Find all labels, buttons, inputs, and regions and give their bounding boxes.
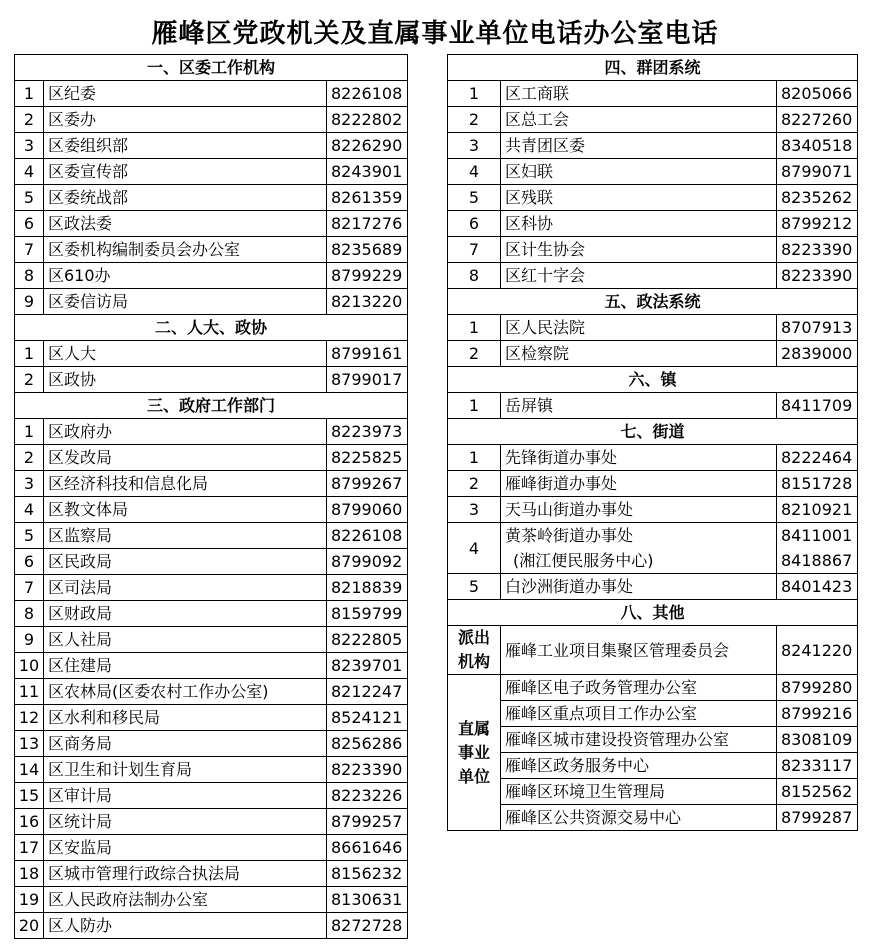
table-row: [15, 809, 408, 835]
table-row: [448, 548, 858, 574]
table-row: [448, 185, 858, 211]
phone-number: 8223390: [327, 757, 408, 783]
office-name: 区委办: [44, 107, 327, 133]
phone-number: 8243901: [327, 159, 408, 185]
table-row: [15, 523, 408, 549]
row-number: 2: [15, 445, 44, 471]
phone-number: 8308109: [777, 727, 858, 753]
table-row: [15, 627, 408, 653]
section-heading: 六、镇: [448, 367, 858, 393]
section-heading: 五、政法系统: [448, 289, 858, 315]
phone-number: 8233117: [777, 753, 858, 779]
office-name: 区计生协会: [501, 237, 777, 263]
phone-number: 8223390: [777, 263, 858, 289]
office-name: 共青团区委: [501, 133, 777, 159]
phone-number: 8223973: [327, 419, 408, 445]
table-row: [15, 705, 408, 731]
row-number: 2: [448, 341, 501, 367]
office-name: 先锋街道办事处: [501, 445, 777, 471]
row-number: 3: [448, 497, 501, 523]
table-row: [448, 779, 858, 805]
table-row: [15, 471, 408, 497]
row-number: 5: [15, 185, 44, 211]
row-number: 3: [15, 471, 44, 497]
phone-number: 8799060: [327, 497, 408, 523]
phone-number: 8272728: [327, 913, 408, 939]
office-name: 区教文体局: [44, 497, 327, 523]
office-name: 区工商联: [501, 81, 777, 107]
table-row: [448, 497, 858, 523]
table-row: [448, 133, 858, 159]
table-row: [15, 549, 408, 575]
office-name: 雁峰区城市建设投资管理办公室: [501, 727, 777, 753]
office-name: 区统计局: [44, 809, 327, 835]
phone-number: 8261359: [327, 185, 408, 211]
office-name: 白沙洲街道办事处: [501, 574, 777, 600]
phone-number: 8222464: [777, 445, 858, 471]
table-row: [15, 887, 408, 913]
phone-number: 8239701: [327, 653, 408, 679]
table-row: [448, 393, 858, 419]
table-row: [448, 341, 858, 367]
section-header-row: [448, 289, 858, 315]
office-name: 区人社局: [44, 627, 327, 653]
phone-number: 8235262: [777, 185, 858, 211]
table-row: [15, 367, 408, 393]
phone-number: 8241220: [777, 626, 858, 675]
phone-number: 8799092: [327, 549, 408, 575]
phone-number: 8411001: [777, 523, 858, 549]
row-number: 13: [15, 731, 44, 757]
table-row: [15, 81, 408, 107]
table-row: [15, 289, 408, 315]
phone-number: 8212247: [327, 679, 408, 705]
section-header-row: [448, 55, 858, 81]
phone-number: 8799017: [327, 367, 408, 393]
category-label-line: 单位: [457, 766, 490, 786]
phone-number: 8227260: [777, 107, 858, 133]
category-label: [448, 626, 501, 675]
office-name: 区监察局: [44, 523, 327, 549]
office-name: 区委机构编制委员会办公室: [44, 237, 327, 263]
office-name: 雁峰区重点项目工作办公室: [501, 701, 777, 727]
phone-number: 8222805: [327, 627, 408, 653]
table-row: [448, 263, 858, 289]
table-row: [15, 419, 408, 445]
table-row: [15, 497, 408, 523]
row-number: 18: [15, 861, 44, 887]
phone-number: 8661646: [327, 835, 408, 861]
office-name: 区城市管理行政综合执法局: [44, 861, 327, 887]
phone-number: 8217276: [327, 211, 408, 237]
row-number: 5: [15, 523, 44, 549]
row-number: 14: [15, 757, 44, 783]
section-heading: 八、其他: [448, 600, 858, 626]
phone-number: 8222802: [327, 107, 408, 133]
office-name: 区政法委: [44, 211, 327, 237]
office-name: 雁峰区公共资源交易中心: [501, 805, 777, 831]
section-heading: 七、街道: [448, 419, 858, 445]
row-number: 7: [15, 575, 44, 601]
section-header-row: [448, 367, 858, 393]
office-name: 区总工会: [501, 107, 777, 133]
phone-number: 8799267: [327, 471, 408, 497]
office-name: 区检察院: [501, 341, 777, 367]
row-number: 1: [15, 419, 44, 445]
office-name: 区司法局: [44, 575, 327, 601]
table-row: [15, 861, 408, 887]
row-number: 2: [448, 107, 501, 133]
table-row: [15, 835, 408, 861]
row-number: 6: [448, 211, 501, 237]
phone-number: 8411709: [777, 393, 858, 419]
phone-number: 8226108: [327, 81, 408, 107]
row-number: 19: [15, 887, 44, 913]
phone-number: 8235689: [327, 237, 408, 263]
phone-number: 8226108: [327, 523, 408, 549]
table-row: [15, 237, 408, 263]
phone-number: 8256286: [327, 731, 408, 757]
table-row: [15, 575, 408, 601]
row-number: 8: [15, 601, 44, 627]
phone-number: 8340518: [777, 133, 858, 159]
phone-number: 8799071: [777, 159, 858, 185]
row-number: 1: [15, 341, 44, 367]
table-row: [15, 445, 408, 471]
row-number: 10: [15, 653, 44, 679]
section-header-row: [15, 393, 408, 419]
phone-number: 8225825: [327, 445, 408, 471]
office-name: 区科协: [501, 211, 777, 237]
table-row: [448, 445, 858, 471]
phone-number: 8707913: [777, 315, 858, 341]
office-name: 区委统战部: [44, 185, 327, 211]
office-name: 区委组织部: [44, 133, 327, 159]
page-title: 雁峰区党政机关及直属事业单位电话办公室电话: [151, 19, 719, 49]
office-name: 区住建局: [44, 653, 327, 679]
phone-number: 8799212: [777, 211, 858, 237]
category-label-line: 派出: [457, 628, 490, 647]
table-row: [448, 81, 858, 107]
office-name: 区委宣传部: [44, 159, 327, 185]
phone-number: 8213220: [327, 289, 408, 315]
phone-number: 8210921: [777, 497, 858, 523]
phone-number: 8223390: [777, 237, 858, 263]
row-number: 9: [15, 289, 44, 315]
table-row: [448, 626, 858, 675]
table-row: [448, 315, 858, 341]
office-name: 区民政局: [44, 549, 327, 575]
office-name: 黄茶岭街道办事处: [501, 523, 777, 549]
office-name: 区纪委: [44, 81, 327, 107]
row-number: 5: [448, 185, 501, 211]
office-name: 区财政局: [44, 601, 327, 627]
row-number: 1: [448, 393, 501, 419]
phone-number: 8205066: [777, 81, 858, 107]
office-name: 雁峰区政务服务中心: [501, 753, 777, 779]
phone-number: 8218839: [327, 575, 408, 601]
phone-number: 8418867: [777, 548, 858, 574]
phone-number: 8799280: [777, 675, 858, 701]
office-name: 区经济科技和信息化局: [44, 471, 327, 497]
office-name: 区安监局: [44, 835, 327, 861]
office-name: 天马山街道办事处: [501, 497, 777, 523]
office-name: 区水利和移民局: [44, 705, 327, 731]
table-row: [15, 601, 408, 627]
phone-number: 8799257: [327, 809, 408, 835]
table-row: [15, 185, 408, 211]
row-number: 4: [15, 497, 44, 523]
left-phone-table: [14, 54, 408, 939]
category-label-line: 机构: [457, 652, 490, 671]
table-row: [448, 727, 858, 753]
category-label: [448, 675, 501, 831]
office-name: 区人民政府法制办公室: [44, 887, 327, 913]
section-heading: 三、政府工作部门: [15, 393, 408, 419]
row-number: 15: [15, 783, 44, 809]
phone-number: 8799161: [327, 341, 408, 367]
office-name: 雁峰街道办事处: [501, 471, 777, 497]
section-header-row: [448, 419, 858, 445]
phone-number: 8799287: [777, 805, 858, 831]
table-row: [448, 805, 858, 831]
table-row: [448, 237, 858, 263]
phone-number: 8151728: [777, 471, 858, 497]
phone-number: 8524121: [327, 705, 408, 731]
row-number: 3: [15, 133, 44, 159]
office-name: 区政府办: [44, 419, 327, 445]
table-row: [15, 159, 408, 185]
row-number: 16: [15, 809, 44, 835]
row-number: 2: [448, 471, 501, 497]
table-row: [448, 523, 858, 549]
section-heading: 一、区委工作机构: [15, 55, 408, 81]
office-name: 区人民法院: [501, 315, 777, 341]
row-number: 8: [448, 263, 501, 289]
office-name: 岳屏镇: [501, 393, 777, 419]
row-number: 2: [15, 367, 44, 393]
table-row: [15, 679, 408, 705]
table-row: [15, 211, 408, 237]
row-number: 4: [448, 159, 501, 185]
row-number: 6: [15, 211, 44, 237]
office-name: 区人防办: [44, 913, 327, 939]
table-row: [448, 574, 858, 600]
row-number: 6: [15, 549, 44, 575]
right-phone-table: [447, 54, 858, 831]
section-header-row: [15, 315, 408, 341]
table-row: [448, 471, 858, 497]
office-name: 区商务局: [44, 731, 327, 757]
office-name: 雁峰区电子政务管理办公室: [501, 675, 777, 701]
table-row: [448, 701, 858, 727]
phone-number: 8152562: [777, 779, 858, 805]
office-name: 雁峰工业项目集聚区管理委员会: [501, 626, 777, 675]
row-number: 4: [448, 523, 501, 574]
table-row: [15, 913, 408, 939]
office-name: 区残联: [501, 185, 777, 211]
row-number: 12: [15, 705, 44, 731]
row-number: 1: [448, 81, 501, 107]
phone-number: 2839000: [777, 341, 858, 367]
table-row: [15, 731, 408, 757]
section-header-row: [15, 55, 408, 81]
phone-number: 8156232: [327, 861, 408, 887]
table-row: [15, 133, 408, 159]
phone-number: 8226290: [327, 133, 408, 159]
row-number: 5: [448, 574, 501, 600]
office-name-note: (湘江便民服务中心): [501, 548, 777, 574]
table-row: [448, 753, 858, 779]
table-row: [15, 341, 408, 367]
row-number: 2: [15, 107, 44, 133]
section-header-row: [448, 600, 858, 626]
office-name: 区审计局: [44, 783, 327, 809]
table-row: [448, 107, 858, 133]
section-heading: 二、人大、政协: [15, 315, 408, 341]
row-number: 1: [448, 445, 501, 471]
office-name: 区人大: [44, 341, 327, 367]
row-number: 1: [448, 315, 501, 341]
office-name: 区红十字会: [501, 263, 777, 289]
table-row: [448, 211, 858, 237]
row-number: 11: [15, 679, 44, 705]
row-number: 7: [15, 237, 44, 263]
row-number: 3: [448, 133, 501, 159]
table-row: [448, 675, 858, 701]
category-label-line: 直属: [457, 718, 490, 738]
row-number: 7: [448, 237, 501, 263]
office-name: 雁峰区环境卫生管理局: [501, 779, 777, 805]
office-name: 区妇联: [501, 159, 777, 185]
row-number: 20: [15, 913, 44, 939]
phone-number: 8401423: [777, 574, 858, 600]
table-row: [15, 783, 408, 809]
phone-number: 8223226: [327, 783, 408, 809]
phone-number: 8159799: [327, 601, 408, 627]
office-name: 区发改局: [44, 445, 327, 471]
office-name: 区农林局(区委农村工作办公室): [44, 679, 327, 705]
row-number: 17: [15, 835, 44, 861]
section-heading: 四、群团系统: [448, 55, 858, 81]
office-name: 区政协: [44, 367, 327, 393]
table-row: [15, 263, 408, 289]
phone-number: 8130631: [327, 887, 408, 913]
office-name: 区610办: [44, 263, 327, 289]
office-name: 区卫生和计划生育局: [44, 757, 327, 783]
table-row: [448, 159, 858, 185]
office-name: 区委信访局: [44, 289, 327, 315]
row-number: 9: [15, 627, 44, 653]
row-number: 8: [15, 263, 44, 289]
table-row: [15, 757, 408, 783]
table-row: [15, 653, 408, 679]
category-label-line: 事业: [457, 742, 490, 762]
row-number: 4: [15, 159, 44, 185]
table-row: [15, 107, 408, 133]
phone-number: 8799216: [777, 701, 858, 727]
phone-number: 8799229: [327, 263, 408, 289]
row-number: 1: [15, 81, 44, 107]
